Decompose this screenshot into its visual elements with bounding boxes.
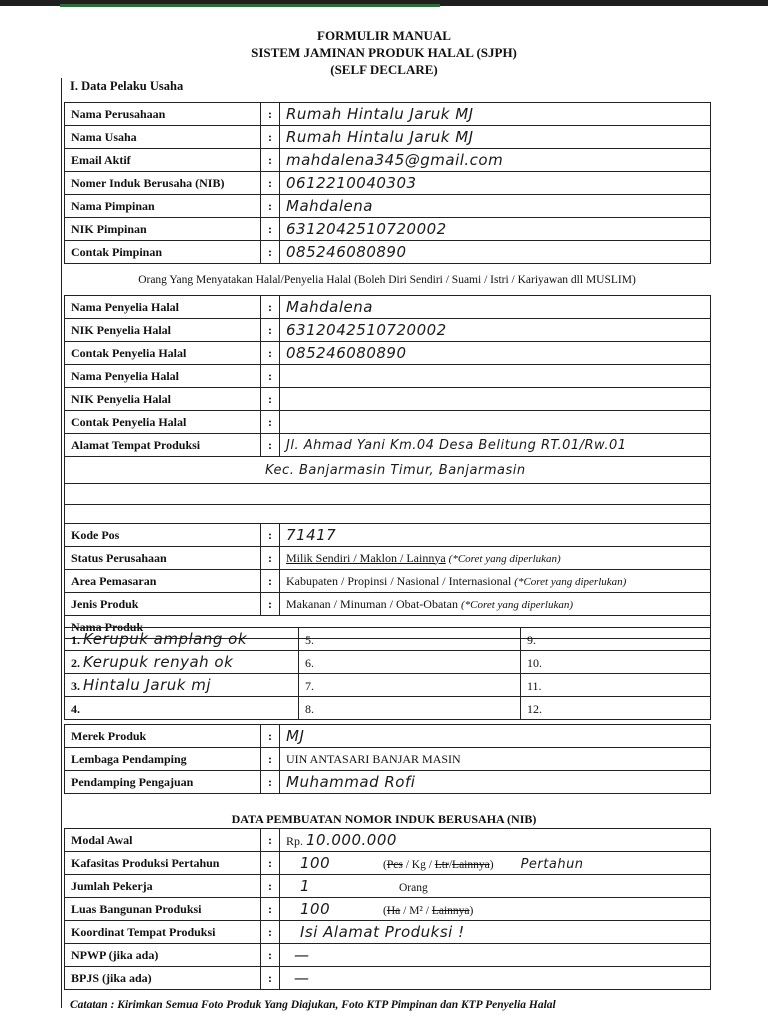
value-nib[interactable]: 0612210040303 — [280, 172, 711, 195]
form-subtitle: SISTEM JAMINAN PRODUK HALAL (SJPH) — [251, 45, 517, 60]
value-alamat-line2[interactable]: Kec. Banjarmasin Timur, Banjarmasin — [65, 457, 711, 484]
colon: : — [261, 126, 280, 149]
row-nik-pimpinan — [65, 218, 711, 241]
row-status — [65, 547, 711, 570]
colon: : — [261, 829, 280, 852]
value-email[interactable]: mahdalena345@gmail.com — [280, 149, 711, 172]
penyelia-table — [64, 295, 711, 639]
unit-pcs: Pcs — [386, 859, 403, 871]
product-cell[interactable] — [521, 651, 711, 674]
row-email — [65, 149, 711, 172]
value-lembaga[interactable]: UIN ANTASARI BANJAR MASIN — [280, 748, 711, 771]
row-spacer-2 — [65, 505, 711, 524]
row-contak-penyelia-2 — [65, 411, 711, 434]
row-koordinat — [65, 921, 711, 944]
value-bpjs[interactable]: — — [280, 967, 711, 990]
row-nib — [65, 172, 711, 195]
product-no: 9. — [527, 633, 536, 647]
colon: : — [261, 195, 280, 218]
unit-close: ) — [489, 859, 494, 871]
form-title: FORMULIR MANUAL — [317, 28, 451, 43]
pelaku-usaha-table — [64, 102, 711, 264]
label: Merek Produk — [65, 725, 261, 748]
row-npwp — [65, 944, 711, 967]
unit-sep: / Kg / — [402, 859, 435, 871]
colon: : — [261, 434, 280, 457]
product-row — [65, 651, 711, 674]
label-nama-produk: Nama Produk — [65, 616, 711, 639]
label: Nama Perusahaan — [65, 103, 261, 126]
colon: : — [261, 921, 280, 944]
product-cell[interactable] — [299, 697, 521, 720]
colon: : — [261, 388, 280, 411]
modal-cell — [280, 829, 711, 852]
product-name: Hintalu Jaruk mj — [83, 676, 211, 694]
scan-top-edge-accent — [60, 4, 440, 7]
pekerja-unit: Orang — [399, 882, 428, 894]
luas-units: (Ha / M² / Lainnya) — [383, 905, 474, 917]
value-npwp[interactable]: — — [280, 944, 711, 967]
label: Kafasitas Produksi Pertahun — [65, 852, 261, 875]
label: Jenis Produk — [65, 593, 261, 616]
row-nama-penyelia — [65, 296, 711, 319]
empty-cell — [65, 505, 711, 524]
nib-table — [64, 828, 711, 990]
product-no: 1. — [71, 633, 80, 647]
label: Nama Usaha — [65, 126, 261, 149]
product-cell[interactable] — [521, 697, 711, 720]
product-no: 2. — [71, 656, 80, 670]
row-spacer — [65, 484, 711, 505]
border-left — [61, 78, 62, 1008]
colon: : — [261, 411, 280, 434]
luas-cell — [280, 898, 711, 921]
value-merek[interactable]: MJ — [280, 725, 711, 748]
label: Status Perusahaan — [65, 547, 261, 570]
row-modal — [65, 829, 711, 852]
row-pendamping — [65, 771, 711, 794]
label: Nomer Induk Berusaha (NIB) — [65, 172, 261, 195]
colon: : — [261, 725, 280, 748]
product-grid — [64, 627, 711, 720]
label: Email Aktif — [65, 149, 261, 172]
label: NIK Penyelia Halal — [65, 388, 261, 411]
value-kapasitas[interactable]: 100 — [300, 854, 331, 872]
product-cell[interactable] — [299, 628, 521, 651]
product-cell[interactable] — [65, 651, 299, 674]
row-nama-pimpinan — [65, 195, 711, 218]
colon: : — [261, 852, 280, 875]
product-no: 4. — [71, 702, 80, 716]
colon: : — [261, 365, 280, 388]
product-no: 11. — [527, 679, 542, 693]
product-no: 8. — [305, 702, 314, 716]
value-nama-penyelia[interactable]: Mahdalena — [280, 296, 711, 319]
row-nik-penyelia-2 — [65, 388, 711, 411]
unit-lainnya: Lainnya — [431, 905, 470, 917]
row-alamat — [65, 434, 711, 457]
value-status[interactable]: Milik Sendiri / Maklon / Lainnya — [286, 550, 446, 565]
label: Jumlah Pekerja — [65, 875, 261, 898]
value-modal[interactable]: 10.000.000 — [306, 831, 397, 849]
value-nama-pimpinan[interactable]: Mahdalena — [280, 195, 711, 218]
row-kode-pos — [65, 524, 711, 547]
product-no: 7. — [305, 679, 314, 693]
row-nik-penyelia — [65, 319, 711, 342]
value-nik-penyelia[interactable]: 6312042510720002 — [280, 319, 711, 342]
status-cell — [280, 547, 711, 570]
label: Luas Bangunan Produksi — [65, 898, 261, 921]
value-kapasitas-suffix[interactable]: Pertahun — [520, 857, 584, 872]
value-alamat-line1[interactable]: Jl. Ahmad Yani Km.04 Desa Belitung RT.01/Rw.01 — [280, 434, 711, 457]
row-kapasitas — [65, 852, 711, 875]
value-contak-pimpinan[interactable]: 085246080890 — [280, 241, 711, 264]
product-no: 6. — [305, 656, 314, 670]
footer-note: Catatan : Kirimkan Semua Foto Produk Yang Diajukan, Foto KTP Pimpinan dan KTP Penyelia Halal — [70, 999, 556, 1011]
label: Area Pemasaran — [65, 570, 261, 593]
colon: : — [261, 524, 280, 547]
product-cell[interactable] — [65, 674, 299, 697]
section-title-nib: DATA PEMBUATAN NOMOR INDUK BERUSAHA (NIB) — [231, 812, 537, 826]
product-no: 5. — [305, 633, 314, 647]
colon: : — [261, 875, 280, 898]
row-jenis — [65, 593, 711, 616]
value-nama-usaha[interactable]: Rumah Hintalu Jaruk MJ — [280, 126, 711, 149]
label: Nama Pimpinan — [65, 195, 261, 218]
colon: : — [261, 898, 280, 921]
product-row — [65, 697, 711, 720]
area-note: (*Coret yang diperlukan) — [514, 575, 627, 588]
empty-cell — [65, 484, 711, 505]
label: Contak Pimpinan — [65, 241, 261, 264]
value-nama-penyelia-2[interactable] — [280, 365, 711, 388]
label: Contak Penyelia Halal — [65, 342, 261, 365]
value-luas[interactable]: 100 — [300, 900, 331, 918]
product-cell[interactable] — [65, 628, 299, 651]
colon: : — [261, 748, 280, 771]
pekerja-cell — [280, 875, 711, 898]
colon: : — [261, 319, 280, 342]
colon: : — [261, 296, 280, 319]
label: Modal Awal — [65, 829, 261, 852]
product-row — [65, 628, 711, 651]
unit-lainnya: Lainnya — [452, 859, 490, 871]
colon: : — [261, 570, 280, 593]
row-luas — [65, 898, 711, 921]
colon: : — [261, 218, 280, 241]
unit-sep: / — [448, 859, 453, 871]
row-pekerja — [65, 875, 711, 898]
label: Alamat Tempat Produksi — [65, 434, 261, 457]
colon: : — [261, 342, 280, 365]
label: Lembaga Pendamping — [65, 748, 261, 771]
product-name: Kerupuk renyah ok — [83, 653, 234, 671]
penyelia-note: Orang Yang Menyatakan Halal/Penyelia Halal (Boleh Diri Sendiri / Suami / Istri / Kariyawan dll MUSLIM) — [138, 274, 636, 286]
label: BPJS (jika ada) — [65, 967, 261, 990]
colon: : — [261, 103, 280, 126]
row-contak-pimpinan — [65, 241, 711, 264]
row-nama-perusahaan — [65, 103, 711, 126]
product-no: 12. — [527, 702, 542, 716]
row-alamat-line2 — [65, 457, 711, 484]
kapasitas-units: (Pcs / Kg / Ltr/Lainnya) — [383, 859, 494, 871]
value-nik-pimpinan[interactable]: 6312042510720002 — [280, 218, 711, 241]
row-nama-penyelia-2 — [65, 365, 711, 388]
pendamping-table — [64, 724, 711, 794]
product-row — [65, 674, 711, 697]
label: Kode Pos — [65, 524, 261, 547]
value-contak-penyelia-2[interactable] — [280, 411, 711, 434]
label: NIK Pimpinan — [65, 218, 261, 241]
unit-close: ) — [469, 905, 474, 917]
value-contak-penyelia[interactable]: 085246080890 — [280, 342, 711, 365]
colon: : — [261, 241, 280, 264]
value-kode-pos[interactable]: 71417 — [280, 524, 711, 547]
colon: : — [261, 967, 280, 990]
colon: : — [261, 172, 280, 195]
product-cell[interactable] — [521, 674, 711, 697]
value-nik-penyelia-2[interactable] — [280, 388, 711, 411]
label: Nama Penyelia Halal — [65, 365, 261, 388]
product-cell[interactable] — [65, 697, 299, 720]
row-lembaga — [65, 748, 711, 771]
kapasitas-cell — [280, 852, 711, 875]
colon: : — [261, 593, 280, 616]
row-nama-usaha — [65, 126, 711, 149]
unit-mid: / M² / — [400, 905, 432, 917]
label: Pendamping Pengajuan — [65, 771, 261, 794]
value-koordinat[interactable]: Isi Alamat Produksi ! — [280, 921, 711, 944]
row-bpjs — [65, 967, 711, 990]
label: Contak Penyelia Halal — [65, 411, 261, 434]
jenis-note: (*Coret yang diperlukan) — [460, 598, 573, 611]
colon: : — [261, 771, 280, 794]
label: NIK Penyelia Halal — [65, 319, 261, 342]
value-area[interactable]: Kabupaten / Propinsi / Nasional / Internasional — [286, 573, 512, 588]
modal-prefix: Rp. — [286, 834, 304, 848]
row-merek — [65, 725, 711, 748]
product-cell[interactable] — [299, 674, 521, 697]
product-name: Kerupuk amplang ok — [83, 630, 248, 648]
product-cell[interactable] — [521, 628, 711, 651]
area-cell — [280, 570, 711, 593]
value-pekerja[interactable]: 1 — [300, 877, 311, 895]
product-cell[interactable] — [299, 651, 521, 674]
status-note: (*Coret yang diperlukan) — [448, 552, 561, 565]
product-no: 3. — [71, 679, 80, 693]
jenis-cell — [280, 593, 711, 616]
label: Koordinat Tempat Produksi — [65, 921, 261, 944]
value-nama-perusahaan[interactable]: Rumah Hintalu Jaruk MJ — [280, 103, 711, 126]
label: NPWP (jika ada) — [65, 944, 261, 967]
colon: : — [261, 547, 280, 570]
section-title-data-pelaku: I. Data Pelaku Usaha — [70, 79, 184, 93]
value-jenis[interactable]: Makanan / Minuman / Obat-Obatan — [286, 596, 458, 611]
label: Nama Penyelia Halal — [65, 296, 261, 319]
product-no: 10. — [527, 656, 542, 670]
unit-ltr: Ltr — [434, 859, 449, 871]
row-contak-penyelia — [65, 342, 711, 365]
colon: : — [261, 149, 280, 172]
unit-ha: Ha — [386, 905, 401, 917]
value-pendamping[interactable]: Muhammad Rofi — [280, 771, 711, 794]
form-subtitle-2: (SELF DECLARE) — [330, 62, 438, 77]
colon: : — [261, 944, 280, 967]
row-area — [65, 570, 711, 593]
